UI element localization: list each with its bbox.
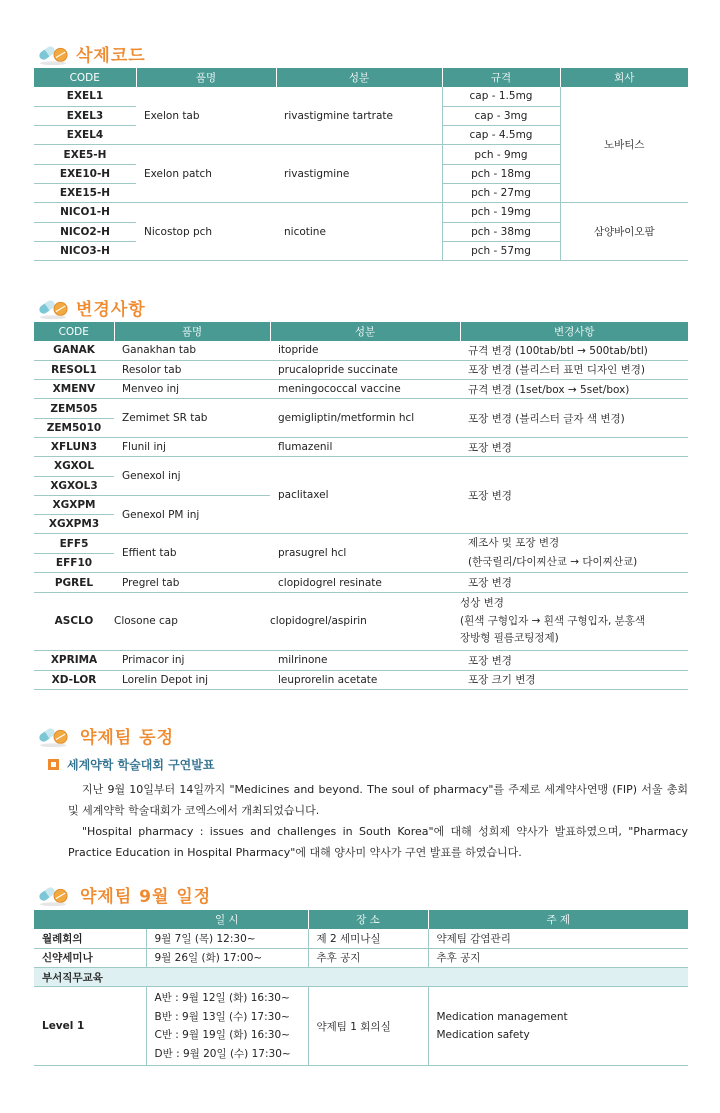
ingredient-cell: flumazenil (278, 441, 333, 454)
col-header: 일 시 (146, 910, 308, 929)
table-row (34, 437, 688, 456)
code-cell: XGXOL3 (50, 479, 98, 492)
name-cell: Resolor tab (122, 363, 182, 376)
event-topic (428, 987, 688, 1066)
event-name: Level 1 (34, 987, 146, 1066)
event-topic: 추후 공지 (428, 948, 688, 967)
name-cell: Effient tab (122, 547, 177, 560)
section-title-row (36, 878, 688, 910)
name-cell: Flunil inj (122, 441, 166, 454)
name-cell: Genexol inj (122, 470, 181, 483)
code-cell: XD-LOR (51, 673, 97, 686)
col-header: 장 소 (308, 910, 428, 929)
change-line: (한국릴리/다이찌산쿄 → 다이찌산쿄) (468, 556, 638, 569)
section-title: 변경사항 (76, 299, 146, 320)
ingredient-cell: paclitaxel (278, 489, 329, 502)
table-row (34, 948, 688, 967)
event-date: 9월 7일 (목) 12:30~ (146, 929, 308, 948)
code-cell: ZEM5010 (46, 421, 102, 434)
table-row (34, 968, 688, 987)
code-cell: PGREL (54, 576, 94, 589)
paragraph: "Hospital pharmacy : issues and challenges in South Korea"에 대해 성희제 약사가 발표하였으며, "Pharmacy Practice Education in Hospital Pharmacy"에 대해 양사미 약사가 구연 발표를 하였습니다. (68, 825, 688, 859)
news-body (34, 779, 688, 863)
code-cell: NICO3-H (60, 245, 110, 258)
event-date: 9월 26일 (화) 17:00~ (146, 948, 308, 967)
code-cell: NICO2-H (60, 225, 110, 238)
section-team-news (34, 718, 688, 863)
table-row (34, 651, 688, 670)
spec-cell: pch - 9mg (442, 145, 560, 164)
name-cell: Nicostop pch (144, 225, 213, 238)
ingredient-cell: gemigliptin/metformin hcl (278, 412, 415, 425)
spec-cell: pch - 27mg (442, 183, 560, 202)
name-cell: Zemimet SR tab (122, 412, 208, 425)
capsule-icon (36, 293, 72, 321)
spec-cell: pch - 57mg (442, 241, 560, 260)
ingredient-cell: leuprorelin acetate (278, 673, 378, 686)
capsule-icon (36, 880, 72, 908)
section-title: 삭제코드 (76, 45, 146, 66)
name-cell: Lorelin Depot inj (122, 673, 209, 686)
name-cell: Genexol PM inj (122, 508, 200, 521)
change-cell (460, 592, 688, 651)
event-place: 제 2 세미나실 (308, 929, 428, 948)
spec-cell: cap - 3mg (442, 106, 560, 125)
change-cell: 포장 변경 (블리스터 글자 색 변경) (468, 412, 625, 425)
event-place: 약제팀 1 회의실 (308, 987, 428, 1066)
code-cell: EXEL4 (66, 129, 104, 142)
code-cell: ASCLO (54, 614, 94, 627)
session-date: D반 : 9월 20일 (수) 17:30~ (154, 1047, 291, 1060)
code-cell: EXE15-H (59, 187, 111, 200)
spec-cell: pch - 18mg (442, 164, 560, 183)
name-cell: Ganakhan tab (122, 344, 197, 357)
event-place: 추후 공지 (308, 948, 428, 967)
change-cell: 포장 변경 (468, 441, 512, 454)
session-date: C반 : 9월 19일 (화) 16:30~ (154, 1029, 290, 1042)
col-header: 회사 (560, 68, 688, 87)
table-row (34, 457, 688, 476)
change-cell (460, 534, 688, 573)
change-cell: 규격 변경 (1set/box → 5set/box) (468, 383, 630, 396)
table-header (34, 68, 688, 87)
ingredient-cell: rivastigmine (284, 167, 350, 180)
change-cell: 포장 변경 (468, 654, 512, 667)
section-title-row (36, 292, 688, 322)
table-row (34, 592, 688, 651)
session-date: A반 : 9월 12일 (화) 16:30~ (154, 992, 290, 1005)
capsule-icon (36, 39, 72, 67)
section-deleted-codes (34, 38, 688, 261)
subheading (48, 756, 688, 773)
topic-line: Medication management (436, 1011, 568, 1024)
section-schedule (34, 878, 688, 1066)
event-topic: 약제팀 감염관리 (428, 929, 688, 948)
code-cell: XGXPM3 (48, 518, 100, 531)
code-cell: XMENV (52, 383, 96, 396)
section-title: 약제팀 9월 일정 (80, 886, 212, 907)
capsule-icon (36, 721, 72, 749)
table-row (34, 399, 688, 418)
change-line: 성상 변경 (460, 596, 504, 609)
col-header: 주 제 (428, 910, 688, 929)
ingredient-cell: itopride (278, 344, 319, 357)
code-cell: EXE5-H (63, 148, 107, 161)
change-line: (흰색 구형입자 → 흰색 구형입자, 분홍색 (460, 614, 646, 627)
deleted-codes-table (34, 68, 688, 261)
spec-cell: cap - 1.5mg (442, 87, 560, 106)
name-cell: Pregrel tab (122, 576, 180, 589)
table-row (34, 929, 688, 948)
code-cell: ZEM505 (50, 402, 98, 415)
col-header: 성분 (276, 68, 442, 87)
event-date (146, 987, 308, 1066)
name-cell: Exelon tab (144, 109, 200, 122)
ingredient-cell: prasugrel hcl (278, 547, 347, 560)
table-header (34, 322, 688, 341)
table-row (34, 573, 688, 592)
section-changes (34, 292, 688, 690)
topic-line: Medication safety (436, 1029, 530, 1042)
ingredient-cell: clopidogrel resinate (278, 576, 382, 589)
code-cell: EFF5 (59, 537, 89, 550)
col-header: 품명 (114, 322, 270, 341)
table-row (34, 87, 688, 106)
change-line: 제조사 및 포장 변경 (468, 537, 560, 550)
change-cell: 포장 변경 (468, 489, 512, 502)
col-header-blank (34, 910, 146, 929)
table-row (34, 360, 688, 379)
section-title-row (36, 718, 688, 752)
table-header (34, 910, 688, 929)
spec-cell: pch - 38mg (442, 222, 560, 241)
change-cell: 포장 크기 변경 (468, 674, 536, 687)
table-row (34, 380, 688, 399)
code-cell: EXEL3 (66, 109, 104, 122)
change-cell: 규격 변경 (100tab/btl → 500tab/btl) (468, 344, 648, 357)
company-cell: 삼양바이오팜 (593, 226, 655, 239)
name-cell: Closone cap (114, 614, 178, 627)
ingredient-cell: clopidogrel/aspirin (270, 614, 367, 627)
event-name: 월례회의 (34, 929, 146, 948)
col-header: 품명 (136, 68, 276, 87)
code-cell: NICO1-H (60, 206, 110, 219)
paragraph: 지난 9월 10일부터 14일까지 "Medicines and beyond. The soul of pharmacy"를 주제로 세계약사연맹 (FIP) 서울 총회 및 세계약학 학술대회가 코엑스에서 개최되었습니다. (68, 783, 688, 817)
ingredient-cell: milrinone (278, 654, 328, 667)
spec-cell: pch - 19mg (442, 203, 560, 222)
code-cell: XGXOL (53, 460, 95, 473)
col-header: CODE (34, 322, 114, 341)
code-cell: EXE10-H (59, 167, 111, 180)
subheading-text: 세계약학 학술대회 구연발표 (67, 758, 215, 772)
table-row (34, 203, 688, 222)
code-cell: XPRIMA (50, 654, 98, 667)
table-row (34, 670, 688, 689)
table-row (34, 987, 688, 1066)
spec-cell: cap - 4.5mg (442, 126, 560, 145)
col-header: CODE (34, 68, 136, 87)
ingredient-cell: nicotine (284, 225, 326, 238)
col-header: 성분 (270, 322, 460, 341)
section-title: 약제팀 동정 (80, 727, 175, 748)
changes-table (34, 322, 688, 690)
section-title-row (36, 38, 688, 68)
code-cell: XFLUN3 (50, 441, 98, 454)
schedule-table (34, 910, 688, 1066)
company-cell: 노바티스 (603, 139, 645, 152)
table-row (34, 341, 688, 360)
name-cell: Menveo inj (122, 383, 180, 396)
col-header: 규격 (442, 68, 560, 87)
col-header: 변경사항 (460, 322, 688, 341)
code-cell: EFF10 (55, 557, 93, 570)
code-cell: EXEL1 (66, 90, 104, 103)
code-cell: RESOL1 (51, 363, 97, 376)
session-date: B반 : 9월 13일 (수) 17:30~ (154, 1010, 290, 1023)
event-name: 신약세미나 (34, 948, 146, 967)
name-cell: Primacor inj (122, 654, 185, 667)
change-cell: 포장 변경 (468, 577, 512, 590)
ingredient-cell: rivastigmine tartrate (284, 109, 393, 122)
code-cell: XGXPM (52, 499, 96, 512)
code-cell: GANAK (53, 344, 95, 357)
ingredient-cell: prucalopride succinate (278, 363, 398, 376)
group-row: 부서직무교육 (34, 968, 688, 987)
change-cell: 포장 변경 (블리스터 표면 디자인 변경) (468, 364, 646, 377)
square-bullet-icon (48, 759, 59, 770)
table-row (34, 534, 688, 554)
ingredient-cell: meningococcal vaccine (278, 383, 401, 396)
name-cell: Exelon patch (144, 167, 212, 180)
change-line: 장방형 필름코팅정제) (460, 632, 559, 645)
